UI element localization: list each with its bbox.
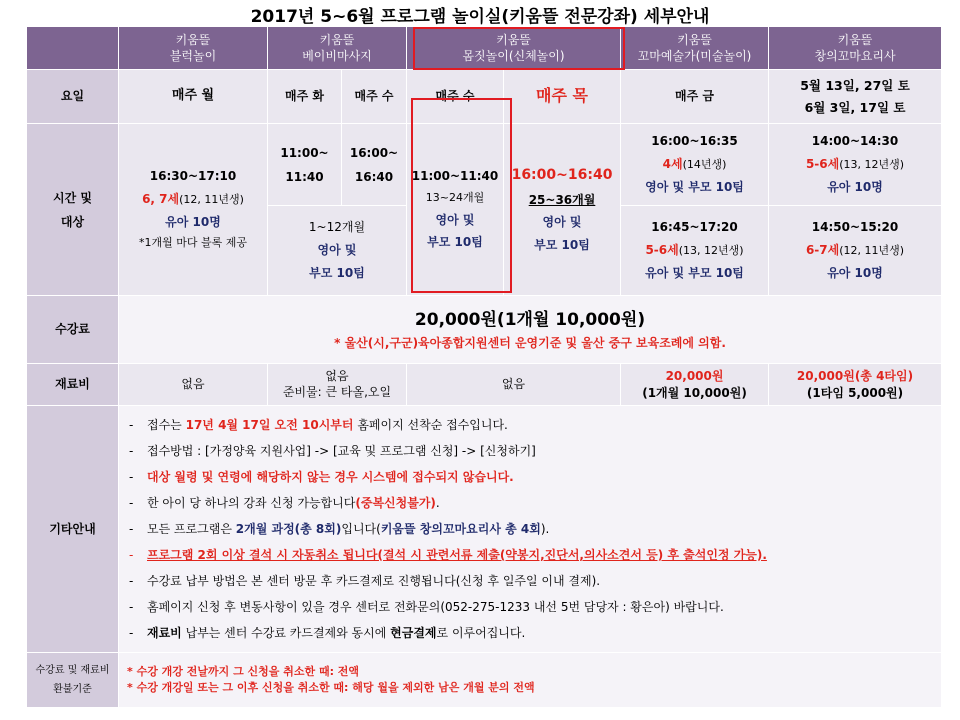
note-item: - 수강료 납부 방법은 본 센터 방문 후 카드결제로 진행됩니다(신청 후 일주일 이내 결제). [129,574,601,588]
refund-cell: * 수강 개강 전날까지 그 신청을 취소한 때: 전액 * 수강 개강일 또는 그 이후 신청을 취소한 때: 해당 월을 제외한 남은 개월 분의 전액 [119,653,942,708]
note-item: - 프로그램 2회 이상 결석 시 자동취소 됩니다(결석 시 관련서류 제출(약봉지,진단서,의사소견서 등) 후 출석인정 가능). [129,548,767,562]
material-label: 재료비 [27,364,119,406]
etc-label: 기타안내 [27,406,119,653]
day-label: 요일 [27,70,119,124]
header-little-artist: 키움뜰 꼬마예술가(미술놀이) [621,27,769,70]
time-cook-2: 14:50~15:20 6-7세(12, 11년생) 유아 10명 [769,206,942,296]
material-art: 20,000원 (1개월 10,000원) [621,364,769,406]
note-item: - 재료비 납부는 센터 수강료 카드결제와 동시에 현금결제로 이루어집니다. [129,626,526,640]
highlight-box-header [413,27,625,70]
note-item: - 접수는 17년 4월 17일 오전 10시부터 홈페이지 선착순 접수입니다. [129,418,508,432]
day-cook: 5월 13일, 27일 토 6월 3일, 17일 토 [769,70,942,124]
day-massage-b: 매주 수 [342,70,407,124]
refund-label: 수강료 및 재료비 환불기준 [27,653,119,708]
note-item: - 접수방법 : [가정양육 지원사업] -> [교육 및 프로그램 신청] -> [신청하기] [129,444,536,458]
header-baby-massage: 키움뜰 베이비마사지 [268,27,407,70]
day-massage-a: 매주 화 [268,70,342,124]
time-block: 16:30~17:10 6, 7세(12, 11년생) 유아 10명 *1개월 마다 블록 제공 [119,124,268,296]
fee-cell: 20,000원(1개월 10,000원) * 울산(시,구군)육아종합지원센터 운영기준 및 울산 중구 보육조례에 의함. [119,296,942,364]
day-body-a: 매주 수 [407,70,504,124]
header-little-chef: 키움뜰 창의꼬마요리사 [769,27,942,70]
page-title: 2017년 5~6월 프로그램 놀이실(키움뜰 전문강좌) 세부안내 [250,7,710,27]
day-art: 매주 금 [621,70,769,124]
time-label: 시간 및 대상 [27,124,119,296]
time-massage-common: 1~12개월 영아 및 부모 10팀 [268,206,407,296]
header-body-play: 키움뜰 몸짓놀이(신체놀이) [407,27,621,70]
etc-notes [119,406,942,653]
header-block-play: 키움뜰 블럭놀이 [119,27,268,70]
note-item: - 홈페이지 신청 후 변동사항이 있을 경우 센터로 전화문의(052-275-1233 내선 5번 담당자 : 황은아) 바랍니다. [129,600,724,614]
time-massage-b: 16:00~ 16:40 [342,124,407,206]
fee-label: 수강료 [27,296,119,364]
note-item: - 대상 월령 및 연령에 해당하지 않는 경우 시스템에 접수되지 않습니다. [129,470,514,484]
time-body-b: 16:00~16:40 25~36개월 영아 및 부모 10팀 [504,124,621,296]
time-massage-a: 11:00~ 11:40 [268,124,342,206]
material-cook: 20,000원(총 4타임) (1타임 5,000원) [769,364,942,406]
time-cook-1: 14:00~14:30 5-6세(13, 12년생) 유아 10명 [769,124,942,206]
note-item: - 모든 프로그램은 2개월 과정(총 8회)입니다(키움뜰 창의꼬마요리사 총 4회). [129,522,550,536]
header-empty [27,27,119,70]
day-body-b: 매주 목 [504,70,621,124]
day-block: 매주 월 [119,70,268,124]
material-body: 없음 [407,364,621,406]
highlight-box-body-a [411,98,512,293]
time-art-2: 16:45~17:20 5-6세(13, 12년생) 유아 및 부모 10팀 [621,206,769,296]
time-art-1: 16:00~16:35 4세(14년생) 영아 및 부모 10팀 [621,124,769,206]
time-body-a: 11:00~11:40 13~24개월 영아 및 부모 10팀 [407,124,504,296]
note-item: - 한 아이 당 하나의 강좌 신청 가능합니다(중복신청불가). [129,496,440,510]
material-block: 없음 [119,364,268,406]
material-massage: 없음 준비물: 큰 타올,오일 [268,364,407,406]
